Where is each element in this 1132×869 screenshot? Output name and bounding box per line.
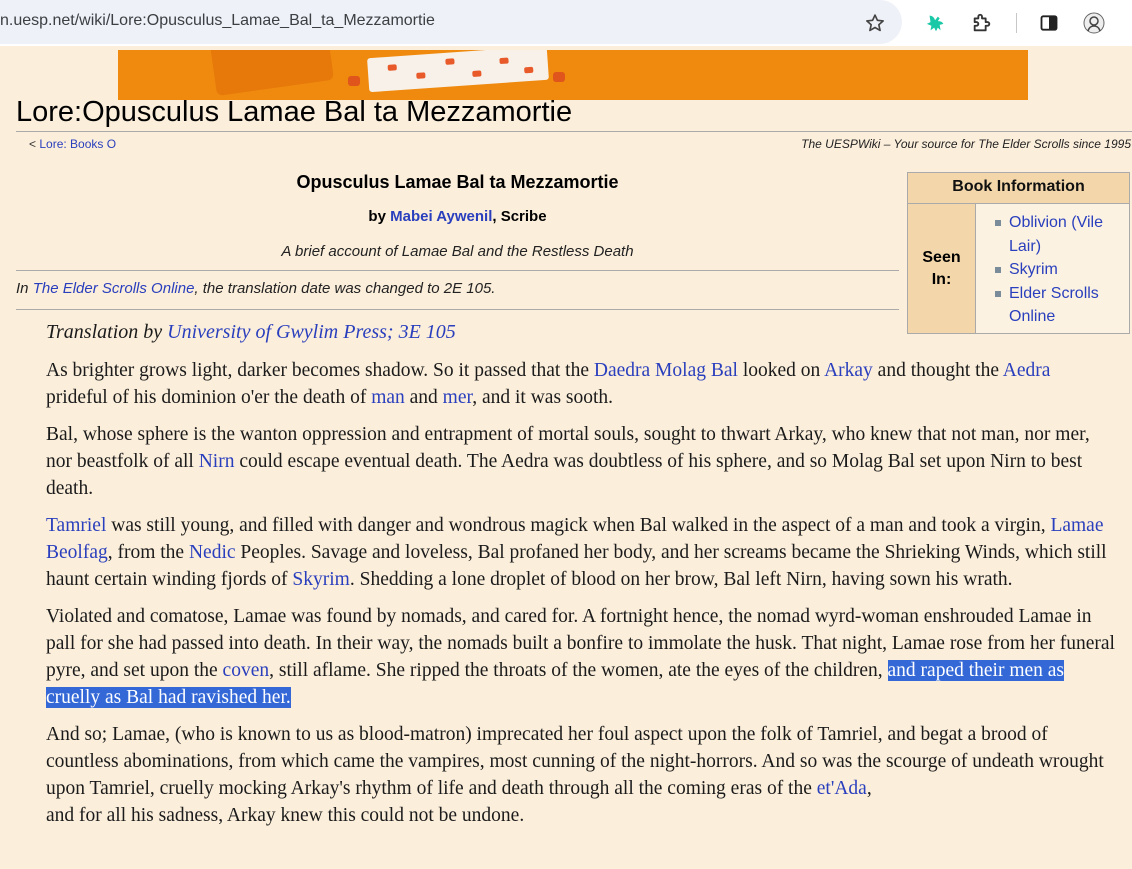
ad-product-image	[210, 50, 334, 96]
title-divider	[16, 131, 1132, 132]
link-daedra-molag-bal[interactable]: Daedra Molag Bal	[593, 360, 738, 381]
breadcrumb-prefix: <	[29, 137, 40, 151]
star-icon[interactable]	[863, 11, 887, 35]
book-byline	[16, 208, 899, 225]
text-run: , from the	[107, 542, 189, 563]
author-role: , Scribe	[492, 208, 547, 225]
game-link-skyrim[interactable]: Skyrim	[1009, 261, 1058, 278]
text-run: , and it was sooth.	[472, 387, 614, 408]
seen-in-item	[985, 211, 1125, 258]
profile-icon[interactable]	[1082, 11, 1106, 35]
divider	[16, 270, 899, 271]
bullet-icon	[995, 267, 1001, 273]
credit-prefix: Translation by	[46, 321, 168, 343]
link-arkay[interactable]: Arkay	[824, 360, 873, 381]
link-et-ada[interactable]: et'Ada	[816, 778, 867, 799]
paragraph	[46, 421, 1116, 502]
text-run: Violated and comatose, Lamae was found by nomads, and cared for. A fortnight hence, the nomad wyrd-woman enshrouded Lamae in pall for she had passed into death. In their way, the nomads built a bonfire to immolate the husk. That night, Lamae rose from her funeral pyre, and set upon the	[46, 606, 1115, 681]
text-run: , still aflame. She ripped the throats of the women, ate the eyes of the children,	[269, 660, 888, 681]
book-summary: A brief account of Lamae Bal and the Restless Death	[281, 243, 634, 260]
site-tagline: The UESPWiki – Your source for The Elder Scrolls since 1995	[801, 137, 1131, 151]
text-run: was still young, and filled with danger and wondrous magick when Bal walked in the aspect of a man and took a virgin,	[106, 515, 1051, 536]
seen-in-list	[985, 211, 1125, 329]
text-run: . Shedding a lone droplet of blood on her brow, Bal left Nirn, having sown his wrath.	[349, 569, 1013, 590]
vile-lair-link[interactable]: Vile Lair	[1009, 214, 1103, 255]
text-run: And so; Lamae, (who is known to us as blood-matron) imprecated her foul aspect upon the folk of Tamriel, and begat a brood of countless abominations, from which came the vampires, most cunning of the night-horrors. And so was the scourge of undeath wrought upon Tamriel, cruelly mocking Arkay's rhythm of life and death through all the coming eras of the	[46, 724, 1104, 799]
side-panel-icon[interactable]	[1037, 11, 1061, 35]
advertisement-banner[interactable]	[118, 50, 1028, 100]
byline-prefix: by	[368, 208, 391, 225]
link-nirn[interactable]: Nirn	[198, 451, 235, 472]
text-run: Bal, whose sphere is the wanton oppression and entrapment of mortal souls, sought to thwart Arkay, who knew that not man, nor mer, nor beastfolk of all	[46, 424, 1090, 472]
infobox-heading: Book Information	[908, 173, 1129, 204]
paragraph	[46, 603, 1116, 711]
divider	[16, 309, 899, 310]
address-bar[interactable]	[0, 0, 902, 44]
game-link-eso[interactable]: Elder Scrolls Online	[1009, 284, 1099, 325]
text-run: As brighter grows light, darker becomes shadow. So it passed that the	[46, 360, 594, 381]
link-coven[interactable]: coven	[222, 660, 270, 681]
author-link[interactable]: Mabei Aywenil	[390, 208, 493, 225]
seen-in-text: Seen In:	[922, 248, 961, 288]
breadcrumb	[29, 137, 116, 151]
seen-in-item	[985, 258, 1125, 282]
game-link-oblivion[interactable]: Oblivion	[1009, 214, 1067, 231]
breadcrumb-link[interactable]: Lore: Books O	[39, 137, 117, 151]
bullet-icon	[995, 291, 1001, 297]
ad-cake-image	[367, 50, 549, 92]
text-run: ,	[866, 778, 872, 799]
paragraph	[46, 512, 1116, 593]
book-title: Opusculus Lamae Bal ta Mezzamortie	[296, 172, 619, 192]
eso-note	[16, 280, 495, 297]
paren-open: (	[1066, 214, 1077, 231]
paragraph	[46, 357, 1116, 411]
extension-icon[interactable]	[924, 11, 948, 35]
link-mer[interactable]: mer	[442, 387, 473, 408]
toolbar-separator	[1016, 13, 1017, 33]
ad-crumb	[553, 72, 565, 82]
text-run: prideful of his dominion o'er the death of	[46, 387, 372, 408]
translation-credit	[46, 320, 1116, 344]
bullet-icon	[995, 220, 1001, 226]
seen-in-label	[908, 204, 976, 333]
book-infobox	[907, 172, 1130, 334]
url-text[interactable]: n.uesp.net/wiki/Lore:Opusculus_Lamae_Bal_ta_Mezzamortie	[0, 12, 435, 29]
browser-toolbar	[0, 0, 1132, 46]
book-text	[46, 320, 1116, 839]
link-lamae-beolfag[interactable]: Lamae Beolfag	[46, 515, 1104, 563]
link-man[interactable]: man	[371, 387, 405, 408]
page-title: Lore:Opusculus Lamae Bal ta Mezzamortie	[16, 96, 573, 128]
note-prefix: In	[16, 280, 33, 297]
text-run: could escape eventual death. The Aedra was doubtless of his sphere, and so Molag Bal set upon Nirn to best death.	[46, 451, 1083, 499]
selected-text[interactable]: and raped their men as cruelly as Bal had ravished her.	[46, 660, 1065, 708]
text-run: and for all his sadness, Arkay knew this could not be undone.	[46, 805, 525, 826]
ad-crumb	[348, 76, 360, 86]
text-run: and thought the	[872, 360, 1003, 381]
paren-close: )	[1035, 237, 1042, 255]
link-aedra[interactable]: Aedra	[1002, 360, 1051, 381]
text-run: looked on	[737, 360, 825, 381]
text-run: Peoples. Savage and loveless, Bal profaned her body, and her screams became the Shrieking Winds, which still haunt certain winding fjords of	[46, 542, 1107, 590]
puzzle-icon[interactable]	[970, 11, 994, 35]
note-suffix: , the translation date was changed to 2E 105.	[194, 280, 496, 297]
link-nedic[interactable]: Nedic	[188, 542, 236, 563]
eso-link[interactable]: The Elder Scrolls Online	[32, 280, 195, 297]
link-tamriel[interactable]: Tamriel	[46, 515, 107, 536]
text-run: and	[404, 387, 443, 408]
link-skyrim[interactable]: Skyrim	[292, 569, 350, 590]
paragraph	[46, 721, 1116, 829]
publisher-link[interactable]: University of Gwylim Press; 3E 105	[167, 321, 456, 343]
